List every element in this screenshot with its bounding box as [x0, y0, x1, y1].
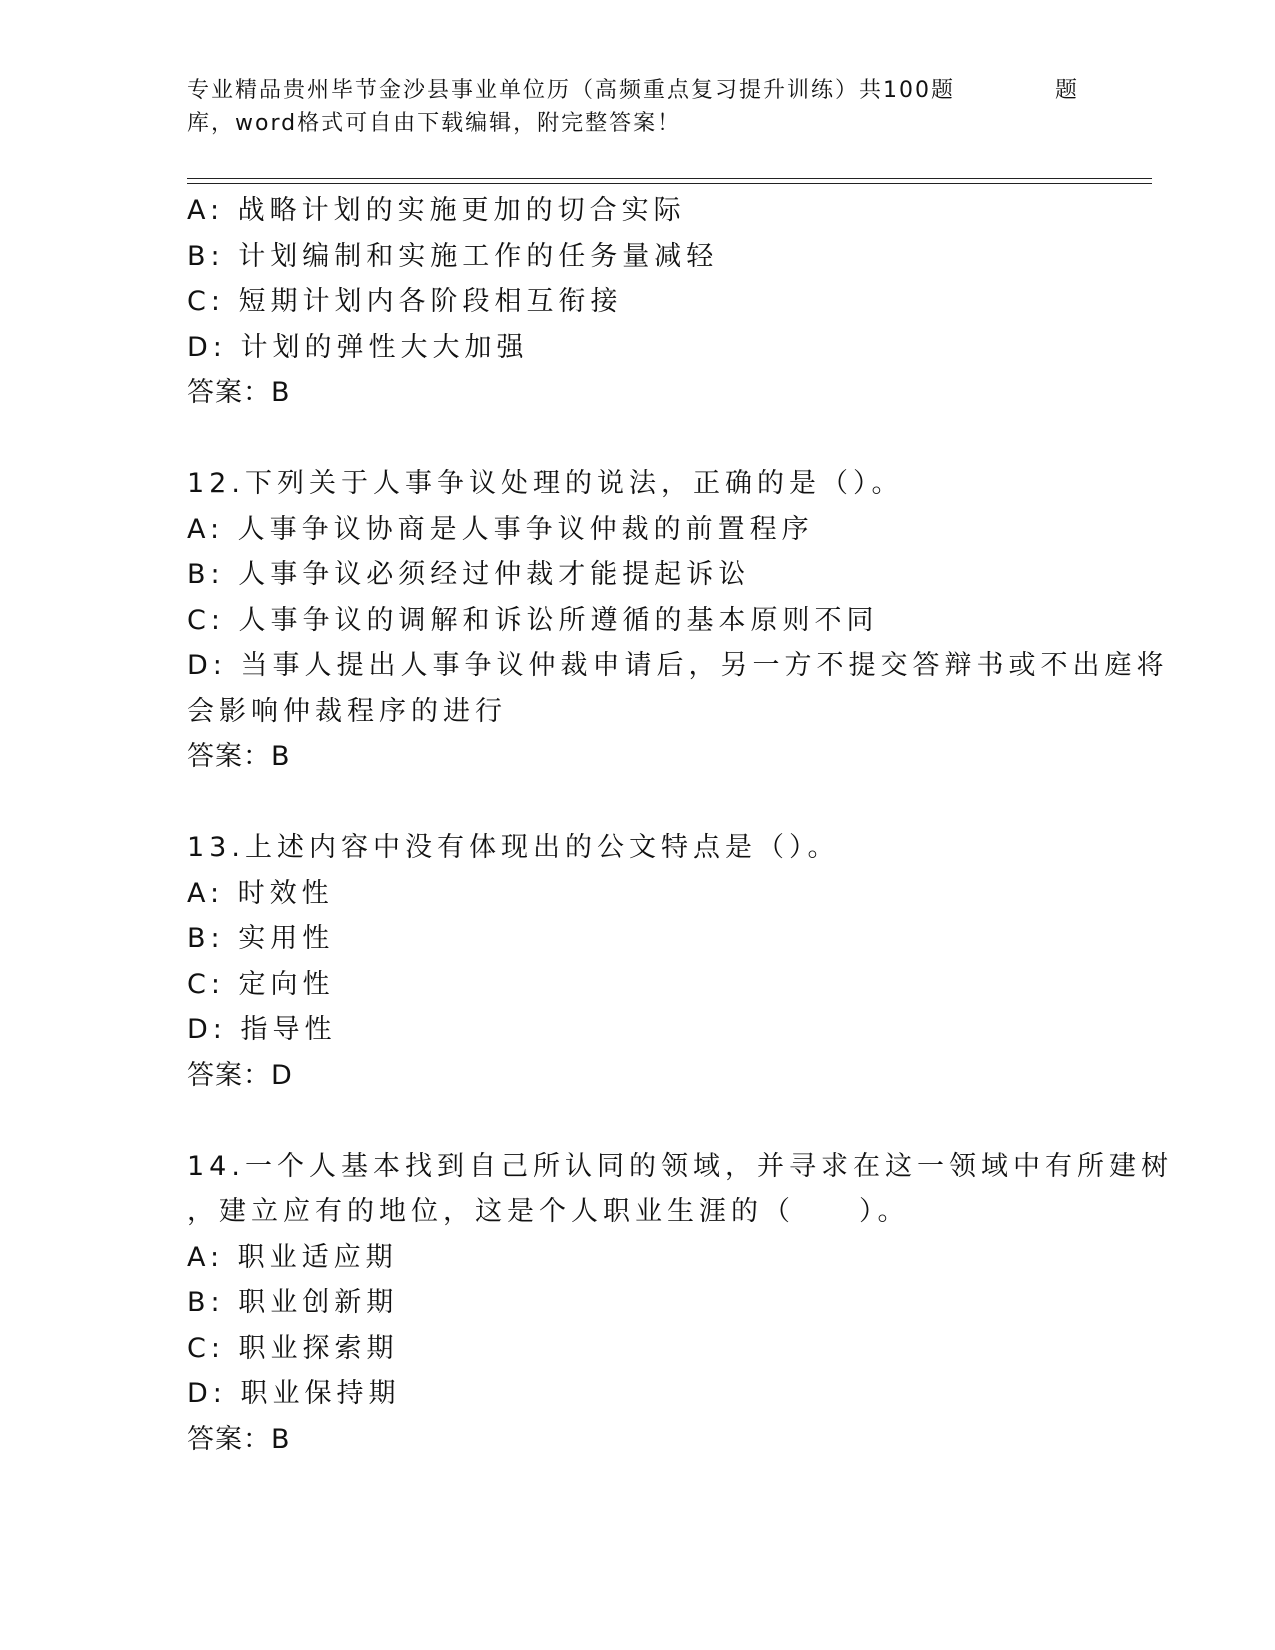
option-b: B: 人事争议必须经过仲裁才能提起诉讼	[187, 559, 751, 590]
option-a: A: 战略计划的实施更加的切合实际	[187, 195, 686, 226]
question-stem: 13.上述内容中没有体现出的公文特点是（）。	[187, 832, 840, 863]
question-12	[187, 461, 1169, 780]
question-stem: 14.一个人基本找到自己所认同的领域，并寻求在这一领域中有所建树	[187, 1150, 1173, 1182]
option-b: B: 职业创新期	[187, 1287, 399, 1318]
question-13	[187, 825, 1107, 1098]
header-divider-bottom	[187, 183, 1152, 184]
option-c: C: 职业探索期	[187, 1332, 399, 1364]
question-stem-continued: ，建立应有的地位，这是个人职业生涯的（ ）。	[187, 1196, 910, 1227]
header-title-line1: 专业精品贵州毕节金沙县事业单位历（高频重点复习提升训练）共100题	[187, 78, 955, 103]
option-c: C: 短期计划内各阶段相互衔接	[187, 286, 623, 317]
spacer	[187, 780, 1107, 826]
header-title-line2: 库，word格式可自由下载编辑，附完整答案！	[187, 111, 682, 136]
question-14	[187, 1144, 1173, 1463]
option-d: D: 职业保持期	[187, 1378, 401, 1409]
question-list	[187, 188, 1173, 1462]
option-d-continued: 会影响仲裁程序的进行	[187, 695, 507, 727]
option-d: D: 指导性	[187, 1014, 337, 1045]
spacer	[187, 1098, 1107, 1144]
answer: 答案：B	[187, 377, 291, 408]
option-a: A: 职业适应期	[187, 1241, 398, 1273]
option-b: B: 实用性	[187, 923, 335, 954]
document-header	[187, 74, 1087, 140]
answer: 答案：D	[187, 1059, 293, 1091]
header-divider-top	[187, 178, 1152, 179]
option-d: D: 计划的弹性大大加强	[187, 331, 529, 363]
option-d: D: 当事人提出人事争议仲裁申请后，另一方不提交答辩书或不出庭将	[187, 650, 1169, 681]
header-title-end: 题	[1055, 78, 1078, 103]
question-11	[187, 188, 1107, 416]
option-a: A: 人事争议协商是人事争议仲裁的前置程序	[187, 513, 814, 545]
answer: 答案：B	[187, 1423, 291, 1455]
option-c: C: 定向性	[187, 968, 335, 1000]
spacer	[187, 416, 1107, 462]
answer: 答案：B	[187, 741, 291, 772]
option-c: C: 人事争议的调解和诉讼所遵循的基本原则不同	[187, 604, 879, 636]
question-stem: 12.下列关于人事争议处理的说法，正确的是（）。	[187, 468, 904, 499]
option-b: B: 计划编制和实施工作的任务量减轻	[187, 240, 719, 272]
option-a: A: 时效性	[187, 877, 334, 909]
